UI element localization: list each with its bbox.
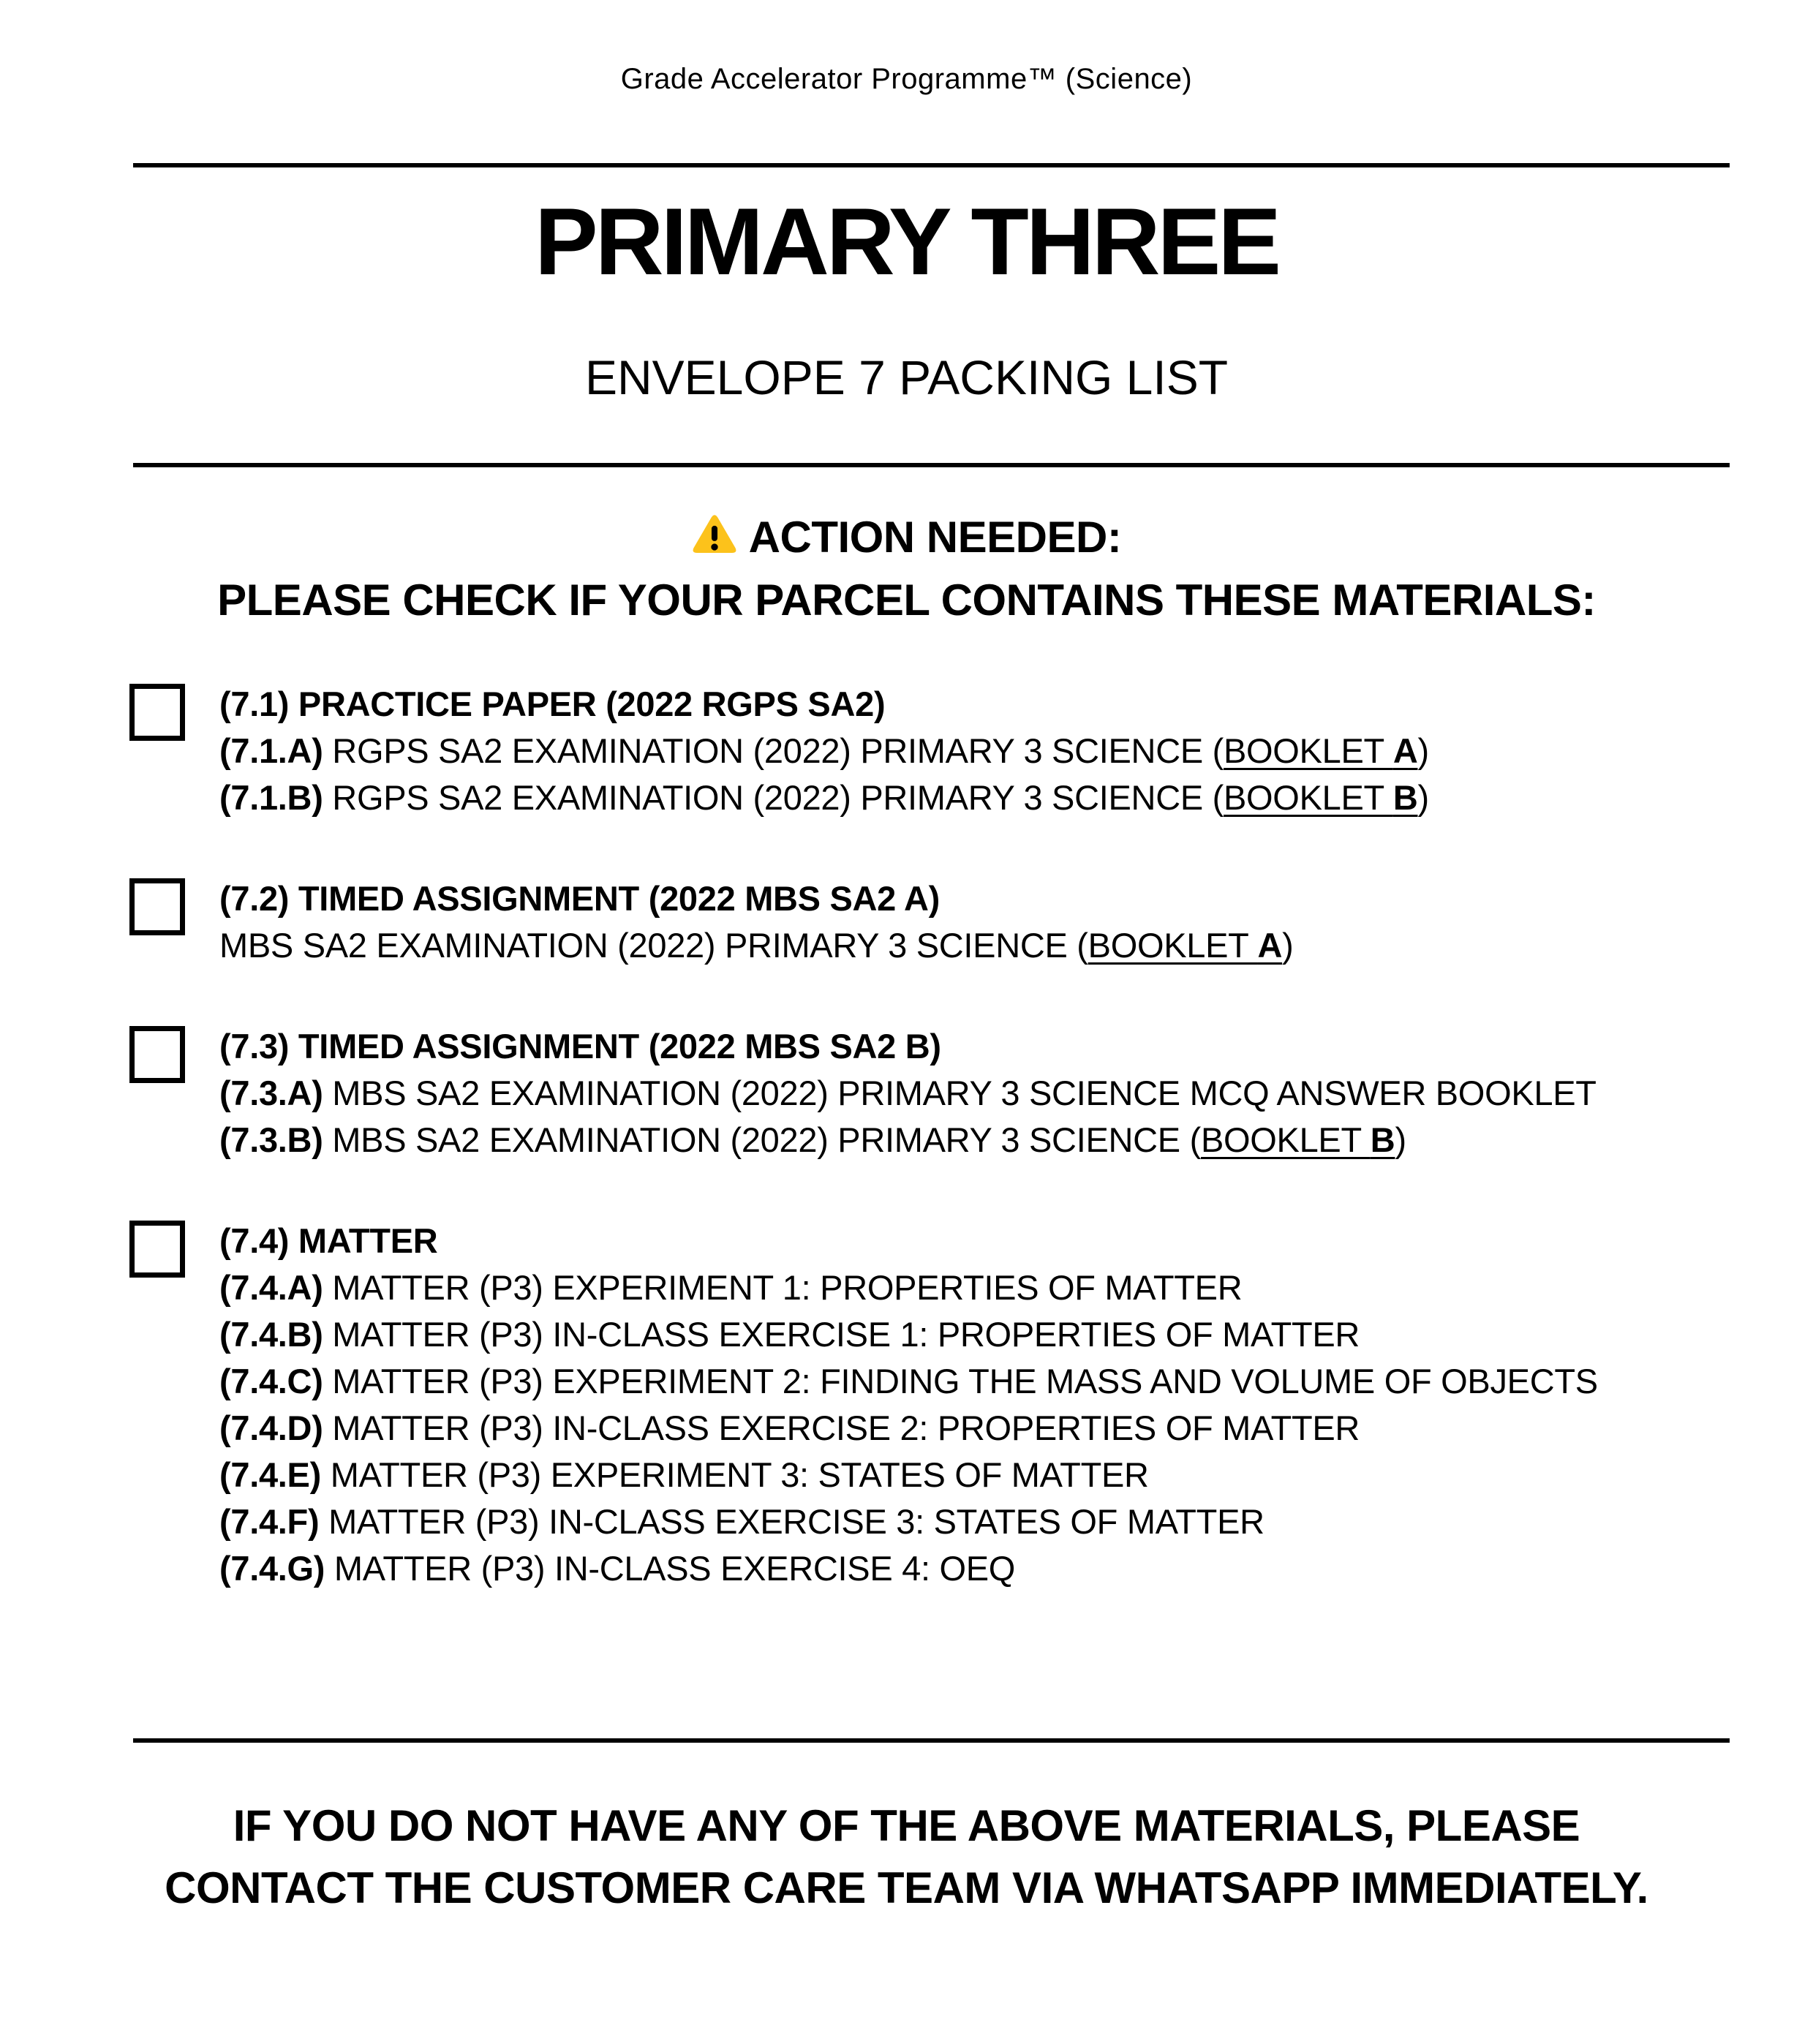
section-heading: (7.1) PRACTICE PAPER (2022 RGPS SA2): [219, 685, 886, 723]
programme-header: Grade Accelerator Programme™ (Science): [620, 63, 1193, 95]
action-needed-label: ACTION NEEDED:: [748, 513, 1122, 562]
item-tail: ): [1395, 1120, 1406, 1159]
item-prefix: (7.3.A): [219, 1074, 323, 1112]
divider-bottom: [133, 1738, 1730, 1743]
item-tail: ): [1417, 778, 1429, 817]
warning-exclamation-bar: [712, 526, 717, 541]
action-needed-heading: [0, 513, 1813, 562]
item-text: MATTER (P3) IN-CLASS EXERCISE 4: OEQ: [325, 1549, 1016, 1588]
check-instruction: PLEASE CHECK IF YOUR PARCEL CONTAINS THESE MATERIALS:: [217, 576, 1596, 625]
divider-top: [133, 163, 1730, 167]
item-underline-bold: B: [1392, 778, 1418, 817]
item-underline-bold: A: [1257, 926, 1283, 965]
item-prefix: (7.4.D): [219, 1408, 323, 1447]
item-prefix: (7.4.C): [219, 1362, 323, 1400]
item-text: RGPS SA2 EXAMINATION (2022) PRIMARY 3 SCIENCE (: [323, 778, 1224, 817]
item-prefix: (7.4.E): [219, 1455, 321, 1494]
packing-item: [219, 1264, 1598, 1311]
packing-item: [219, 1070, 1597, 1117]
packing-item: [219, 774, 1429, 821]
item-tail: ): [1417, 731, 1429, 770]
section-7-2-content: [219, 875, 1293, 969]
packing-item: [219, 1405, 1598, 1452]
item-prefix: (7.4.F): [219, 1502, 320, 1541]
section-7-4: [129, 1218, 1813, 1592]
section-7-4-content: [219, 1218, 1598, 1592]
item-text: MATTER (P3) EXPERIMENT 1: PROPERTIES OF MATTER: [323, 1268, 1243, 1307]
item-underline-bold: A: [1392, 731, 1418, 770]
section-7-3: [129, 1023, 1813, 1164]
packing-item: [219, 922, 1293, 969]
item-text: MBS SA2 EXAMINATION (2022) PRIMARY 3 SCIENCE (: [219, 926, 1088, 965]
item-prefix: (7.4.G): [219, 1549, 325, 1588]
item-underline: BOOKLET: [1088, 926, 1258, 965]
checkbox-7-3[interactable]: [129, 1026, 185, 1083]
section-7-1: [129, 681, 1813, 821]
checklist: [129, 681, 1813, 1592]
footer-warning-line1: IF YOU DO NOT HAVE ANY OF THE ABOVE MATERIALS, PLEASE: [233, 1801, 1580, 1850]
packing-item: [219, 1311, 1598, 1358]
footer-warning: [0, 1795, 1813, 1919]
item-prefix: (7.4.B): [219, 1315, 323, 1354]
packing-list-document: [0, 64, 1813, 2044]
warning-icon: [692, 513, 737, 555]
item-underline: BOOKLET: [1200, 1120, 1371, 1159]
section-7-3-content: [219, 1023, 1597, 1164]
item-prefix: (7.1.B): [219, 778, 323, 817]
checkbox-7-1[interactable]: [129, 684, 185, 741]
item-text: MATTER (P3) EXPERIMENT 3: STATES OF MATTER: [320, 1455, 1149, 1494]
item-text: MATTER (P3) EXPERIMENT 2: FINDING THE MASS AND VOLUME OF OBJECTS: [323, 1362, 1598, 1400]
item-underline: BOOKLET: [1224, 731, 1393, 770]
packing-item: [219, 1452, 1598, 1498]
warning-exclamation-dot: [711, 543, 717, 550]
item-underline: BOOKLET: [1224, 778, 1393, 817]
item-underline-bold: B: [1370, 1120, 1395, 1159]
item-text: MBS SA2 EXAMINATION (2022) PRIMARY 3 SCIENCE (: [323, 1120, 1201, 1159]
packing-item: [219, 1358, 1598, 1405]
footer-warning-line2: CONTACT THE CUSTOMER CARE TEAM VIA WHATSAPP IMMEDIATELY.: [165, 1863, 1648, 1912]
item-text: MATTER (P3) IN-CLASS EXERCISE 3: STATES OF MATTER: [319, 1502, 1264, 1541]
section-heading: (7.2) TIMED ASSIGNMENT (2022 MBS SA2 A): [219, 879, 941, 918]
item-text: RGPS SA2 EXAMINATION (2022) PRIMARY 3 SCIENCE (: [323, 731, 1224, 770]
page-subtitle: ENVELOPE 7 PACKING LIST: [584, 350, 1229, 404]
section-heading: (7.3) TIMED ASSIGNMENT (2022 MBS SA2 B): [219, 1027, 941, 1066]
packing-item: [219, 1117, 1597, 1164]
item-text: MATTER (P3) IN-CLASS EXERCISE 1: PROPERTIES OF MATTER: [323, 1315, 1360, 1354]
item-prefix: (7.4.A): [219, 1268, 323, 1307]
item-text: MBS SA2 EXAMINATION (2022) PRIMARY 3 SCIENCE MCQ ANSWER BOOKLET: [323, 1074, 1597, 1112]
packing-item: [219, 1545, 1598, 1592]
section-heading: (7.4) MATTER: [219, 1221, 438, 1260]
page-title: PRIMARY THREE: [534, 188, 1278, 295]
item-tail: ): [1282, 926, 1294, 965]
item-prefix: (7.1.A): [219, 731, 323, 770]
divider-mid: [133, 463, 1730, 467]
checkbox-7-4[interactable]: [129, 1221, 185, 1278]
packing-item: [219, 728, 1429, 774]
section-7-2: [129, 875, 1813, 969]
item-text: MATTER (P3) IN-CLASS EXERCISE 2: PROPERTIES OF MATTER: [323, 1408, 1360, 1447]
item-prefix: (7.3.B): [219, 1120, 323, 1159]
checkbox-7-2[interactable]: [129, 878, 185, 935]
packing-item: [219, 1498, 1598, 1545]
section-7-1-content: [219, 681, 1429, 821]
